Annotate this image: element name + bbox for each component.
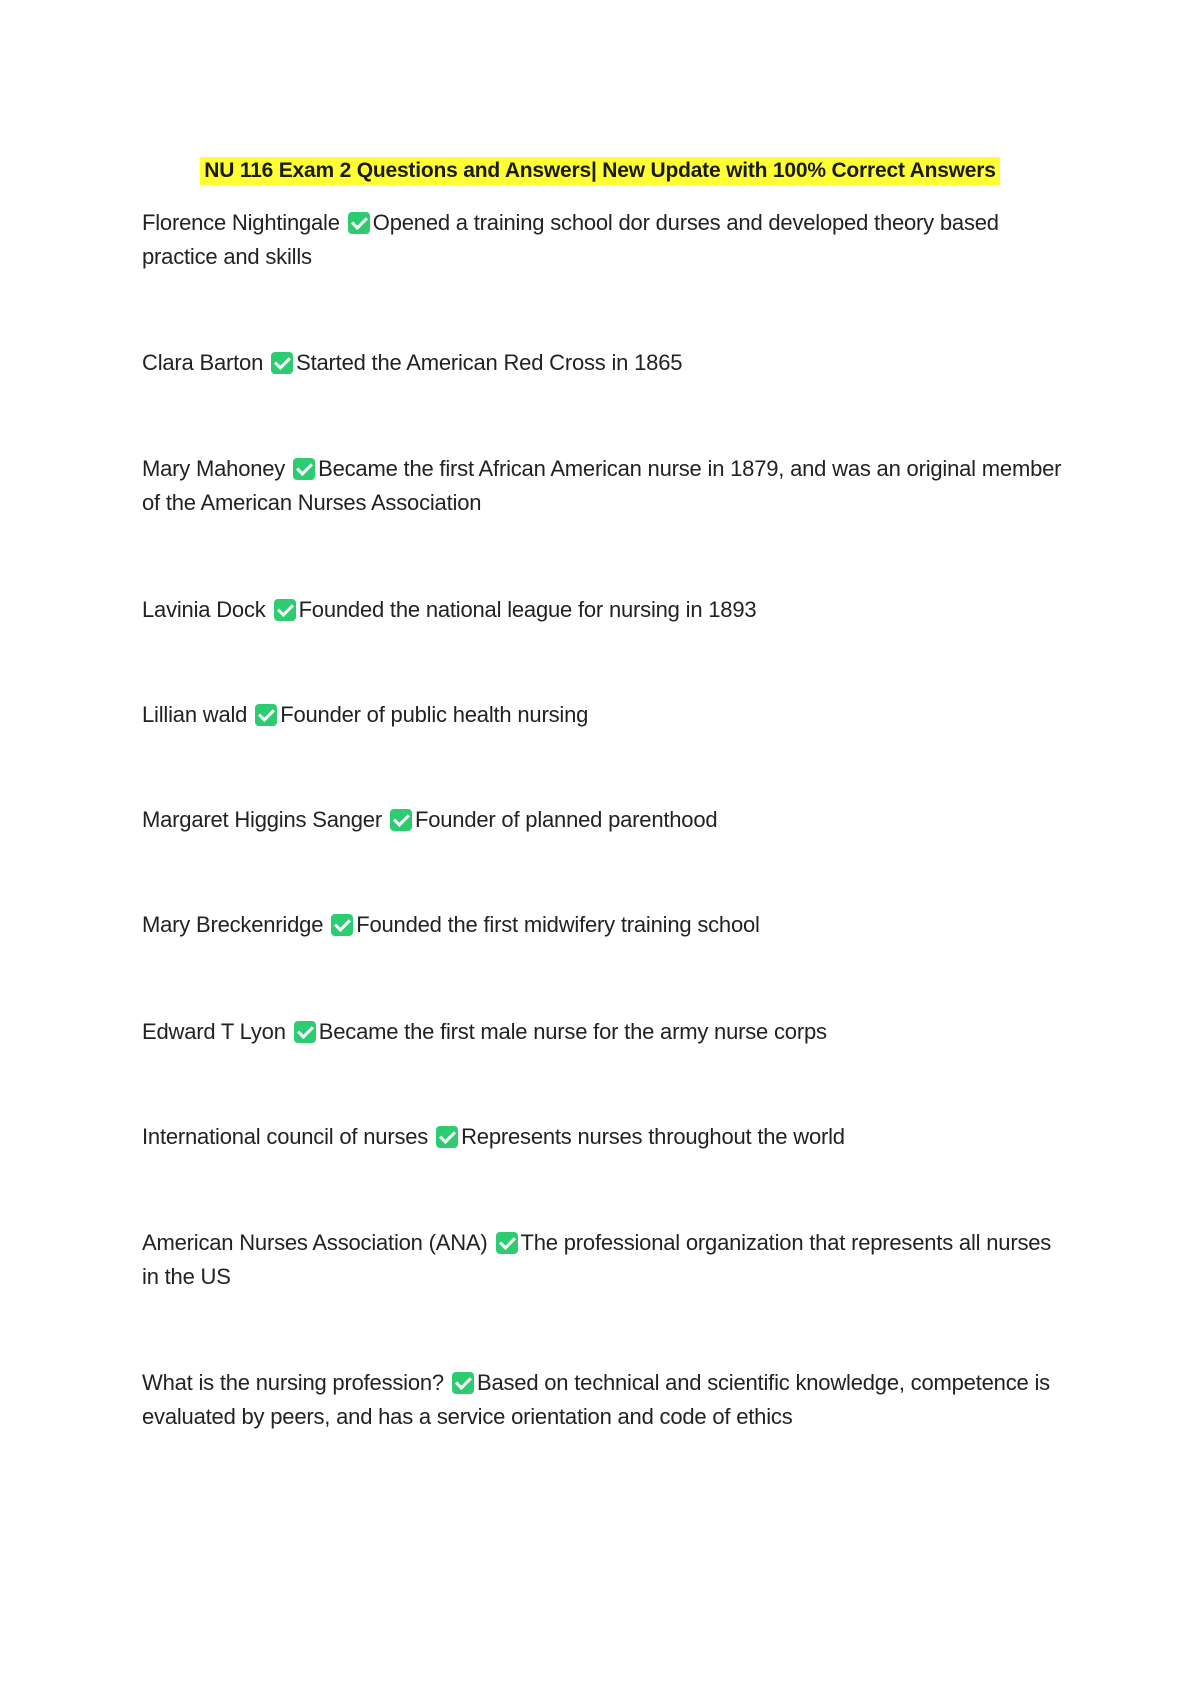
check-box-icon — [436, 1126, 458, 1148]
qa-item — [142, 593, 1072, 627]
qa-answer: Represents nurses throughout the world — [461, 1124, 845, 1149]
qa-answer: Became the first male nurse for the army nurse corps — [318, 1019, 827, 1044]
qa-term: Lillian wald — [142, 702, 248, 727]
qa-answer: Became the first African American nurse in 1879, and was an original member of the American Nurses Association — [142, 456, 1062, 515]
qa-term: Mary Mahoney — [142, 456, 286, 481]
qa-item — [142, 206, 1072, 274]
qa-item — [142, 1366, 1072, 1434]
qa-item — [142, 452, 1072, 520]
qa-term: Edward T Lyon — [142, 1019, 286, 1044]
qa-term: Mary Breckenridge — [142, 912, 324, 937]
check-box-icon — [271, 352, 293, 374]
qa-term: Florence Nightingale — [142, 210, 340, 235]
qa-answer: Opened a training school dor durses and developed theory based practice and skills — [142, 210, 999, 269]
qa-item — [142, 908, 1072, 942]
qa-item — [142, 1226, 1072, 1294]
check-box-icon — [331, 914, 353, 936]
check-box-icon — [348, 212, 370, 234]
qa-answer: Founder of planned parenthood — [414, 807, 718, 832]
qa-item — [142, 346, 1072, 380]
check-box-icon — [496, 1232, 518, 1254]
qa-term: Clara Barton — [142, 350, 264, 375]
qa-item — [142, 698, 1072, 732]
qa-term: What is the nursing profession? — [142, 1370, 444, 1395]
check-box-icon — [390, 809, 412, 831]
check-box-icon — [294, 1021, 316, 1043]
qa-term: Lavinia Dock — [142, 597, 266, 622]
check-box-icon — [274, 599, 296, 621]
qa-answer: Founded the national league for nursing in 1893 — [298, 597, 757, 622]
qa-answer: Founded the first midwifery training school — [356, 912, 760, 937]
title-wrap — [0, 157, 1200, 185]
qa-term: International council of nurses — [142, 1124, 429, 1149]
qa-item — [142, 1015, 1072, 1049]
qa-answer: The professional organization that represents all nurses in the US — [142, 1230, 1052, 1289]
check-box-icon — [255, 704, 277, 726]
qa-term: Margaret Higgins Sanger — [142, 807, 382, 832]
document-title: NU 116 Exam 2 Questions and Answers| New Update with 100% Correct Answers — [200, 157, 1000, 185]
qa-item — [142, 803, 1072, 837]
qa-answer: Started the American Red Cross in 1865 — [296, 350, 683, 375]
qa-answer: Based on technical and scientific knowledge, competence is evaluated by peers, and has a service orientation and code of ethics — [142, 1370, 1050, 1429]
check-box-icon — [452, 1372, 474, 1394]
check-box-icon — [293, 458, 315, 480]
qa-item — [142, 1120, 1072, 1154]
qa-term: American Nurses Association (ANA) — [142, 1230, 488, 1255]
qa-answer: Founder of public health nursing — [280, 702, 589, 727]
